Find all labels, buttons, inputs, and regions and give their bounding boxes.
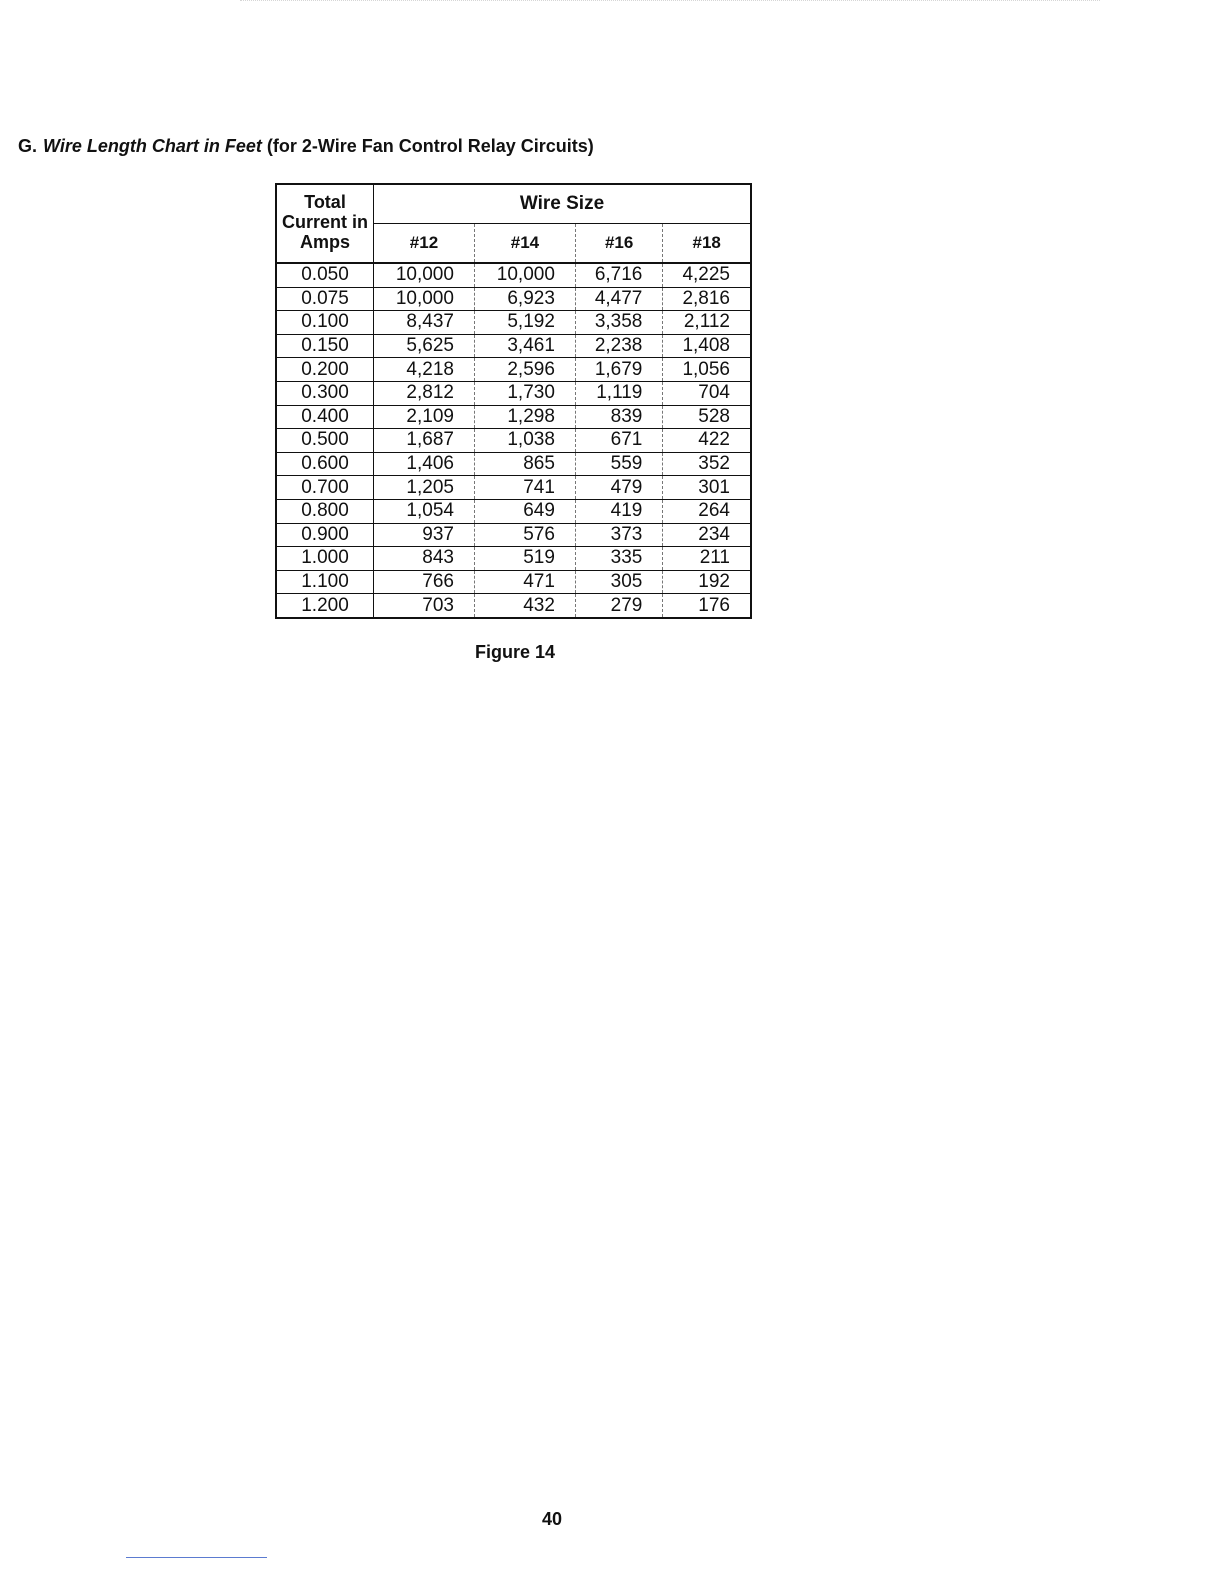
length-cell: 1,054 bbox=[374, 499, 475, 523]
length-cell: 6,716 bbox=[575, 263, 662, 287]
amps-cell: 0.100 bbox=[276, 311, 374, 335]
length-cell: 264 bbox=[663, 499, 751, 523]
length-cell: 671 bbox=[575, 429, 662, 453]
length-cell: 843 bbox=[374, 547, 475, 571]
length-cell: 1,056 bbox=[663, 358, 751, 382]
length-cell: 528 bbox=[663, 405, 751, 429]
gauge-header-16: #16 bbox=[575, 224, 662, 264]
length-cell: 2,109 bbox=[374, 405, 475, 429]
table-row bbox=[276, 334, 751, 358]
length-cell: 4,225 bbox=[663, 263, 751, 287]
length-cell: 703 bbox=[374, 594, 475, 618]
length-cell: 352 bbox=[663, 452, 751, 476]
wire-size-header: Wire Size bbox=[374, 184, 752, 224]
table-row bbox=[276, 358, 751, 382]
amps-cell: 1.000 bbox=[276, 547, 374, 571]
table-row bbox=[276, 476, 751, 500]
length-cell: 741 bbox=[474, 476, 575, 500]
amps-cell: 1.100 bbox=[276, 570, 374, 594]
scan-artifact bbox=[240, 0, 1100, 13]
section-letter: G. bbox=[18, 136, 38, 156]
table-row bbox=[276, 429, 751, 453]
amps-cell: 0.900 bbox=[276, 523, 374, 547]
amps-cell: 0.700 bbox=[276, 476, 374, 500]
length-cell: 301 bbox=[663, 476, 751, 500]
length-cell: 704 bbox=[663, 381, 751, 405]
amps-cell: 1.200 bbox=[276, 594, 374, 618]
length-cell: 649 bbox=[474, 499, 575, 523]
section-heading bbox=[18, 136, 594, 157]
length-cell: 234 bbox=[663, 523, 751, 547]
length-cell: 335 bbox=[575, 547, 662, 571]
amps-cell: 0.300 bbox=[276, 381, 374, 405]
length-cell: 2,238 bbox=[575, 334, 662, 358]
table-row bbox=[276, 405, 751, 429]
length-cell: 865 bbox=[474, 452, 575, 476]
amps-cell: 0.150 bbox=[276, 334, 374, 358]
table-row bbox=[276, 499, 751, 523]
length-cell: 2,596 bbox=[474, 358, 575, 382]
length-cell: 937 bbox=[374, 523, 475, 547]
length-cell: 1,038 bbox=[474, 429, 575, 453]
length-cell: 10,000 bbox=[474, 263, 575, 287]
length-cell: 373 bbox=[575, 523, 662, 547]
length-cell: 2,812 bbox=[374, 381, 475, 405]
length-cell: 432 bbox=[474, 594, 575, 618]
length-cell: 1,119 bbox=[575, 381, 662, 405]
footer-rule bbox=[126, 1557, 267, 1558]
length-cell: 3,461 bbox=[474, 334, 575, 358]
length-cell: 2,816 bbox=[663, 287, 751, 311]
length-cell: 10,000 bbox=[374, 263, 475, 287]
length-cell: 10,000 bbox=[374, 287, 475, 311]
length-cell: 176 bbox=[663, 594, 751, 618]
gauge-header-18: #18 bbox=[663, 224, 751, 264]
amps-cell: 0.075 bbox=[276, 287, 374, 311]
table-row bbox=[276, 594, 751, 618]
figure-caption: Figure 14 bbox=[475, 642, 556, 662]
amps-cell: 0.500 bbox=[276, 429, 374, 453]
length-cell: 279 bbox=[575, 594, 662, 618]
length-cell: 422 bbox=[663, 429, 751, 453]
amps-cell: 0.800 bbox=[276, 499, 374, 523]
table-row bbox=[276, 452, 751, 476]
table-row bbox=[276, 287, 751, 311]
section-subtitle: (for 2-Wire Fan Control Relay Circuits) bbox=[266, 136, 594, 156]
gauge-header-14: #14 bbox=[474, 224, 575, 264]
length-cell: 519 bbox=[474, 547, 575, 571]
table-row bbox=[276, 570, 751, 594]
table-row bbox=[276, 263, 751, 287]
length-cell: 3,358 bbox=[575, 311, 662, 335]
length-cell: 1,298 bbox=[474, 405, 575, 429]
length-cell: 192 bbox=[663, 570, 751, 594]
amps-cell: 0.050 bbox=[276, 263, 374, 287]
length-cell: 2,112 bbox=[663, 311, 751, 335]
amps-cell: 0.600 bbox=[276, 452, 374, 476]
length-cell: 479 bbox=[575, 476, 662, 500]
current-column-header: Total Current in Amps bbox=[276, 184, 374, 263]
length-cell: 559 bbox=[575, 452, 662, 476]
length-cell: 211 bbox=[663, 547, 751, 571]
length-cell: 1,679 bbox=[575, 358, 662, 382]
length-cell: 4,218 bbox=[374, 358, 475, 382]
length-cell: 1,408 bbox=[663, 334, 751, 358]
wire-length-table bbox=[275, 183, 752, 619]
length-cell: 5,192 bbox=[474, 311, 575, 335]
length-cell: 8,437 bbox=[374, 311, 475, 335]
length-cell: 419 bbox=[575, 499, 662, 523]
table-row bbox=[276, 381, 751, 405]
section-title: Wire Length Chart in Feet bbox=[43, 136, 262, 156]
length-cell: 766 bbox=[374, 570, 475, 594]
gauge-header-12: #12 bbox=[374, 224, 475, 264]
length-cell: 1,406 bbox=[374, 452, 475, 476]
length-cell: 5,625 bbox=[374, 334, 475, 358]
table-row bbox=[276, 311, 751, 335]
length-cell: 1,205 bbox=[374, 476, 475, 500]
amps-cell: 0.400 bbox=[276, 405, 374, 429]
amps-cell: 0.200 bbox=[276, 358, 374, 382]
length-cell: 4,477 bbox=[575, 287, 662, 311]
length-cell: 576 bbox=[474, 523, 575, 547]
length-cell: 305 bbox=[575, 570, 662, 594]
length-cell: 471 bbox=[474, 570, 575, 594]
table-body bbox=[276, 263, 751, 618]
length-cell: 839 bbox=[575, 405, 662, 429]
length-cell: 1,730 bbox=[474, 381, 575, 405]
page-number: 40 bbox=[542, 1509, 563, 1529]
table-row bbox=[276, 523, 751, 547]
length-cell: 1,687 bbox=[374, 429, 475, 453]
table-row bbox=[276, 547, 751, 571]
length-cell: 6,923 bbox=[474, 287, 575, 311]
